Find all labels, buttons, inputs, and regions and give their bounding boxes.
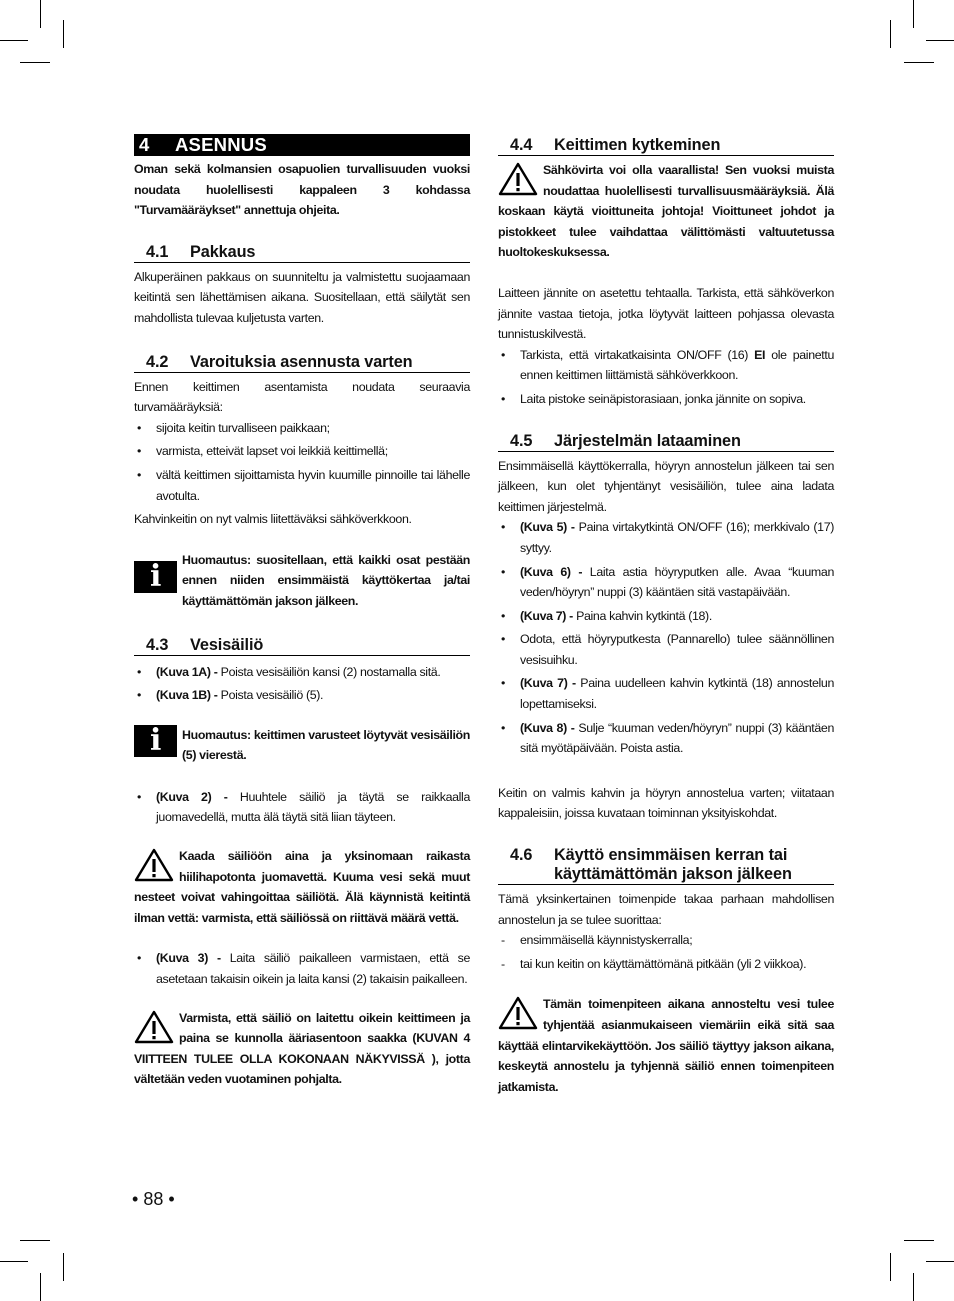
crop-mark (913, 1273, 914, 1301)
info-note (134, 550, 470, 612)
list-item: • (Kuva 7) - Paina uudelleen kahvin kytkintä (18) annostelun lopettamiseksi. (501, 676, 834, 712)
crop-mark (904, 62, 934, 63)
warning-icon (498, 996, 538, 1030)
list-item: • (Kuva 5) - Paina virtakytkintä ON/OFF (16); merkkivalo (17) syttyy. (501, 520, 835, 555)
crop-mark (20, 62, 50, 63)
list-item: - tai kun keitin on käyttämättömänä pitkään (yli 2 viikkoa). (501, 956, 807, 971)
warning-note (134, 846, 470, 928)
crop-mark (40, 0, 41, 28)
list-item: • (Kuva 6) - Laita astia höyryputken alle. Avaa “kuuman veden/höyryn” nuppi (3) kääntäen sitä vastapäivään. (501, 564, 834, 600)
list-item: • Tarkista, että virtakatkaisinta ON/OFF (16) EI ole painettu ennen keittimen liittämistä sähköverkkoon. (501, 347, 835, 383)
crop-mark (63, 1253, 64, 1281)
chapter-title: ASENNUS (175, 134, 267, 155)
crop-mark (20, 1240, 50, 1241)
warning-icon (134, 848, 174, 882)
crop-mark (0, 1261, 28, 1262)
warning-text: Sähkövirta voi olla vaarallista! Sen vuoksi muista noudattaa huolellisesti turvallisuusmääräyksiä. Älä koskaan käytä vioittuneita johtoja! Vioittuneet johdot ja pistokkeet tulee vaihdattaa välittömästi valtuutetussa huoltokeskuksessa. (498, 163, 834, 260)
section-title: Pakkaus (190, 242, 256, 261)
bullet-list (134, 948, 470, 989)
section-number: 4.2 (146, 352, 169, 371)
chapter-intro: Oman sekä kolmansien osapuolien turvallisuuden vuoksi noudata huolellisesti kappaleen 3 kohdassa "Turvamääräykset" annettuja ohjeita. (134, 162, 470, 218)
list-item: • varmista, etteivät lapset voi leikkiä keittimellä; (137, 444, 388, 459)
section-number: 4.1 (146, 242, 169, 261)
section-title: Järjestelmän lataaminen (554, 431, 741, 450)
bullet-list (498, 517, 834, 759)
chapter-heading (134, 134, 470, 156)
section-text: Alkuperäinen pakkaus on suunniteltu ja valmistettu suojaamaan keitintä sen lähettämisen aikana. Suositellaan, että säilytät sen mahdollista tulevaa kuljetusta varten. (134, 269, 470, 325)
warning-note (498, 160, 834, 263)
note-text: Huomautus: keittimen varusteet löytyvät vesisäiliön (5) vierestä. (182, 727, 470, 763)
section-text: Laitteen jännite on asetettu tehtaalla. Tarkista, että sähköverkon jännite vastaa tietoja, jotka löytyvät laitteen pohjassa olevasta tunnistuskilvestä. (498, 285, 834, 342)
crop-mark (904, 1240, 934, 1241)
dash-list (498, 930, 834, 974)
list-item: • (Kuva 1A) - Poista vesisäiliön kansi (2) nostamalla sitä. (137, 664, 441, 679)
section-title: Käyttö ensimmäisen kerran tai käyttämättömän jakson jälkeen (554, 846, 792, 884)
crop-mark (913, 0, 914, 28)
list-item: • Odota, että höyryputkesta (Pannarello) tulee säännöllinen vesisuihku. (501, 632, 834, 667)
section-number: 4.4 (510, 136, 533, 154)
section-title: Vesisäiliö (190, 635, 264, 654)
section-heading-4-4 (498, 136, 834, 156)
left-column (134, 134, 470, 1090)
list-item: • sijoita keitin turvalliseen paikkaan; (137, 420, 330, 435)
section-number: 4.5 (510, 431, 533, 450)
list-item: • (Kuva 8) - Sulje “kuuman veden/höyryn” nuppi (3) kääntäen sitä myötäpäivään. Poista astia. (501, 720, 834, 756)
right-column (498, 136, 834, 1097)
note-text: Huomautus: suositellaan, että kaikki osat pestään ennen niiden ensimmäistä käyttökertaa ja/tai käyttämättömän jakson jälkeen. (182, 552, 470, 608)
chapter-number: 4 (139, 134, 150, 155)
crop-mark (40, 1273, 41, 1301)
section-number: 4.3 (146, 635, 169, 654)
crop-mark (890, 20, 891, 48)
bullet-list (134, 418, 470, 506)
section-number: 4.6 (510, 846, 533, 865)
warning-icon (498, 162, 538, 196)
list-item: • (Kuva 7) - Paina kahvin kytkintä (18). (501, 608, 712, 623)
list-item: - ensimmäisellä käynnistyskerralla; (501, 933, 693, 948)
warning-note (134, 1008, 470, 1090)
warning-note (498, 994, 834, 1097)
crop-mark (63, 20, 64, 48)
crop-mark (890, 1253, 891, 1281)
list-item: • (Kuva 1B) - Poista vesisäiliö (5). (137, 688, 324, 703)
section-text: Kahvinkeitin on nyt valmis liitettäväksi sähköverkkoon. (134, 512, 412, 527)
bullet-list (134, 662, 470, 706)
section-title: Varoituksia asennusta varten (190, 352, 413, 371)
crop-mark (926, 40, 954, 41)
list-item: • vältä keittimen sijoittamista hyvin kuumille pinnoille tai lähelle avotulta. (137, 467, 470, 503)
info-note (134, 722, 470, 766)
section-text: Keitin on valmis kahvin ja höyryn annostelua varten; viitataan kappaleisiin, joissa kuvataan toiminnan yksityiskohdat. (498, 785, 834, 821)
list-item: • (Kuva 3) - Laita säiliö paikalleen varmistaen, että se asetetaan takaisin oikein ja laita kansi (2) takaisin paikalleen. (137, 951, 470, 987)
page-number: • 88 • (132, 1189, 175, 1209)
section-title: Keittimen kytkeminen (554, 136, 721, 154)
section-text: Ensimmäisellä käyttökerralla, höyryn annostelun jälkeen tai sen jälkeen, kun olet tyhjentänyt vesisäiliön, tulee aina ladata keittimen järjestelmä. (498, 458, 834, 514)
warning-text: Kaada säiliöön aina ja yksinomaan raikasta hiilihapotonta juomavettä. Kuuma vesi sekä muut nesteet voivat vahingoittaa säiliötä. Älä käynnistä keitintä ilman vettä: varmista, että säiliössä on riittävä määrä vettä. (134, 849, 470, 925)
section-text: Ennen keittimen asentamista noudata seuraavia turvamääräyksiä: (134, 379, 470, 415)
crop-mark (926, 1261, 954, 1262)
section-heading-4-3 (134, 636, 470, 656)
section-heading-4-6 (498, 846, 834, 885)
list-item: • Laita pistoke seinäpistorasiaan, jonka jännite on sopiva. (501, 391, 806, 406)
section-heading-4-2 (134, 353, 470, 373)
info-icon: i (134, 561, 177, 593)
warning-text: Tämän toimenpiteen aikana annosteltu vesi tulee tyhjentää asianmukaiseen viemäriin eikä sitä saa käyttää elintarvikekäyttöön. Jos säiliö täyttyy jakson aikana, keskeytä annostelu ja tyhjennä säiliö ennen toimenpiteen jatkamista. (498, 997, 834, 1094)
warning-text: Varmista, että säiliö on laitettu oikein keittimeen ja paina se kunnolla ääriasentoon saakka (KUVAN 4 VIITTEEN TULEE OLLA KOKONAAN NÄKYVISSÄ ), jotta vältetään veden vuotaminen pohjalta. (134, 1010, 470, 1087)
crop-mark (0, 40, 28, 41)
section-heading-4-5 (498, 432, 834, 452)
section-text: Tämä yksinkertainen toimenpide takaa parhaan mahdollisen annostelun ja se tulee suorittaa: (498, 892, 834, 927)
list-item: • (Kuva 2) - Huuhtele säiliö ja täytä se raikkaalla juomavedellä, mutta älä täytä sitä liian täyteen. (137, 789, 470, 825)
bullet-list (498, 345, 834, 410)
section-heading-4-1 (134, 243, 470, 263)
warning-icon (134, 1010, 174, 1044)
info-icon: i (134, 725, 177, 757)
bullet-list (134, 787, 470, 828)
